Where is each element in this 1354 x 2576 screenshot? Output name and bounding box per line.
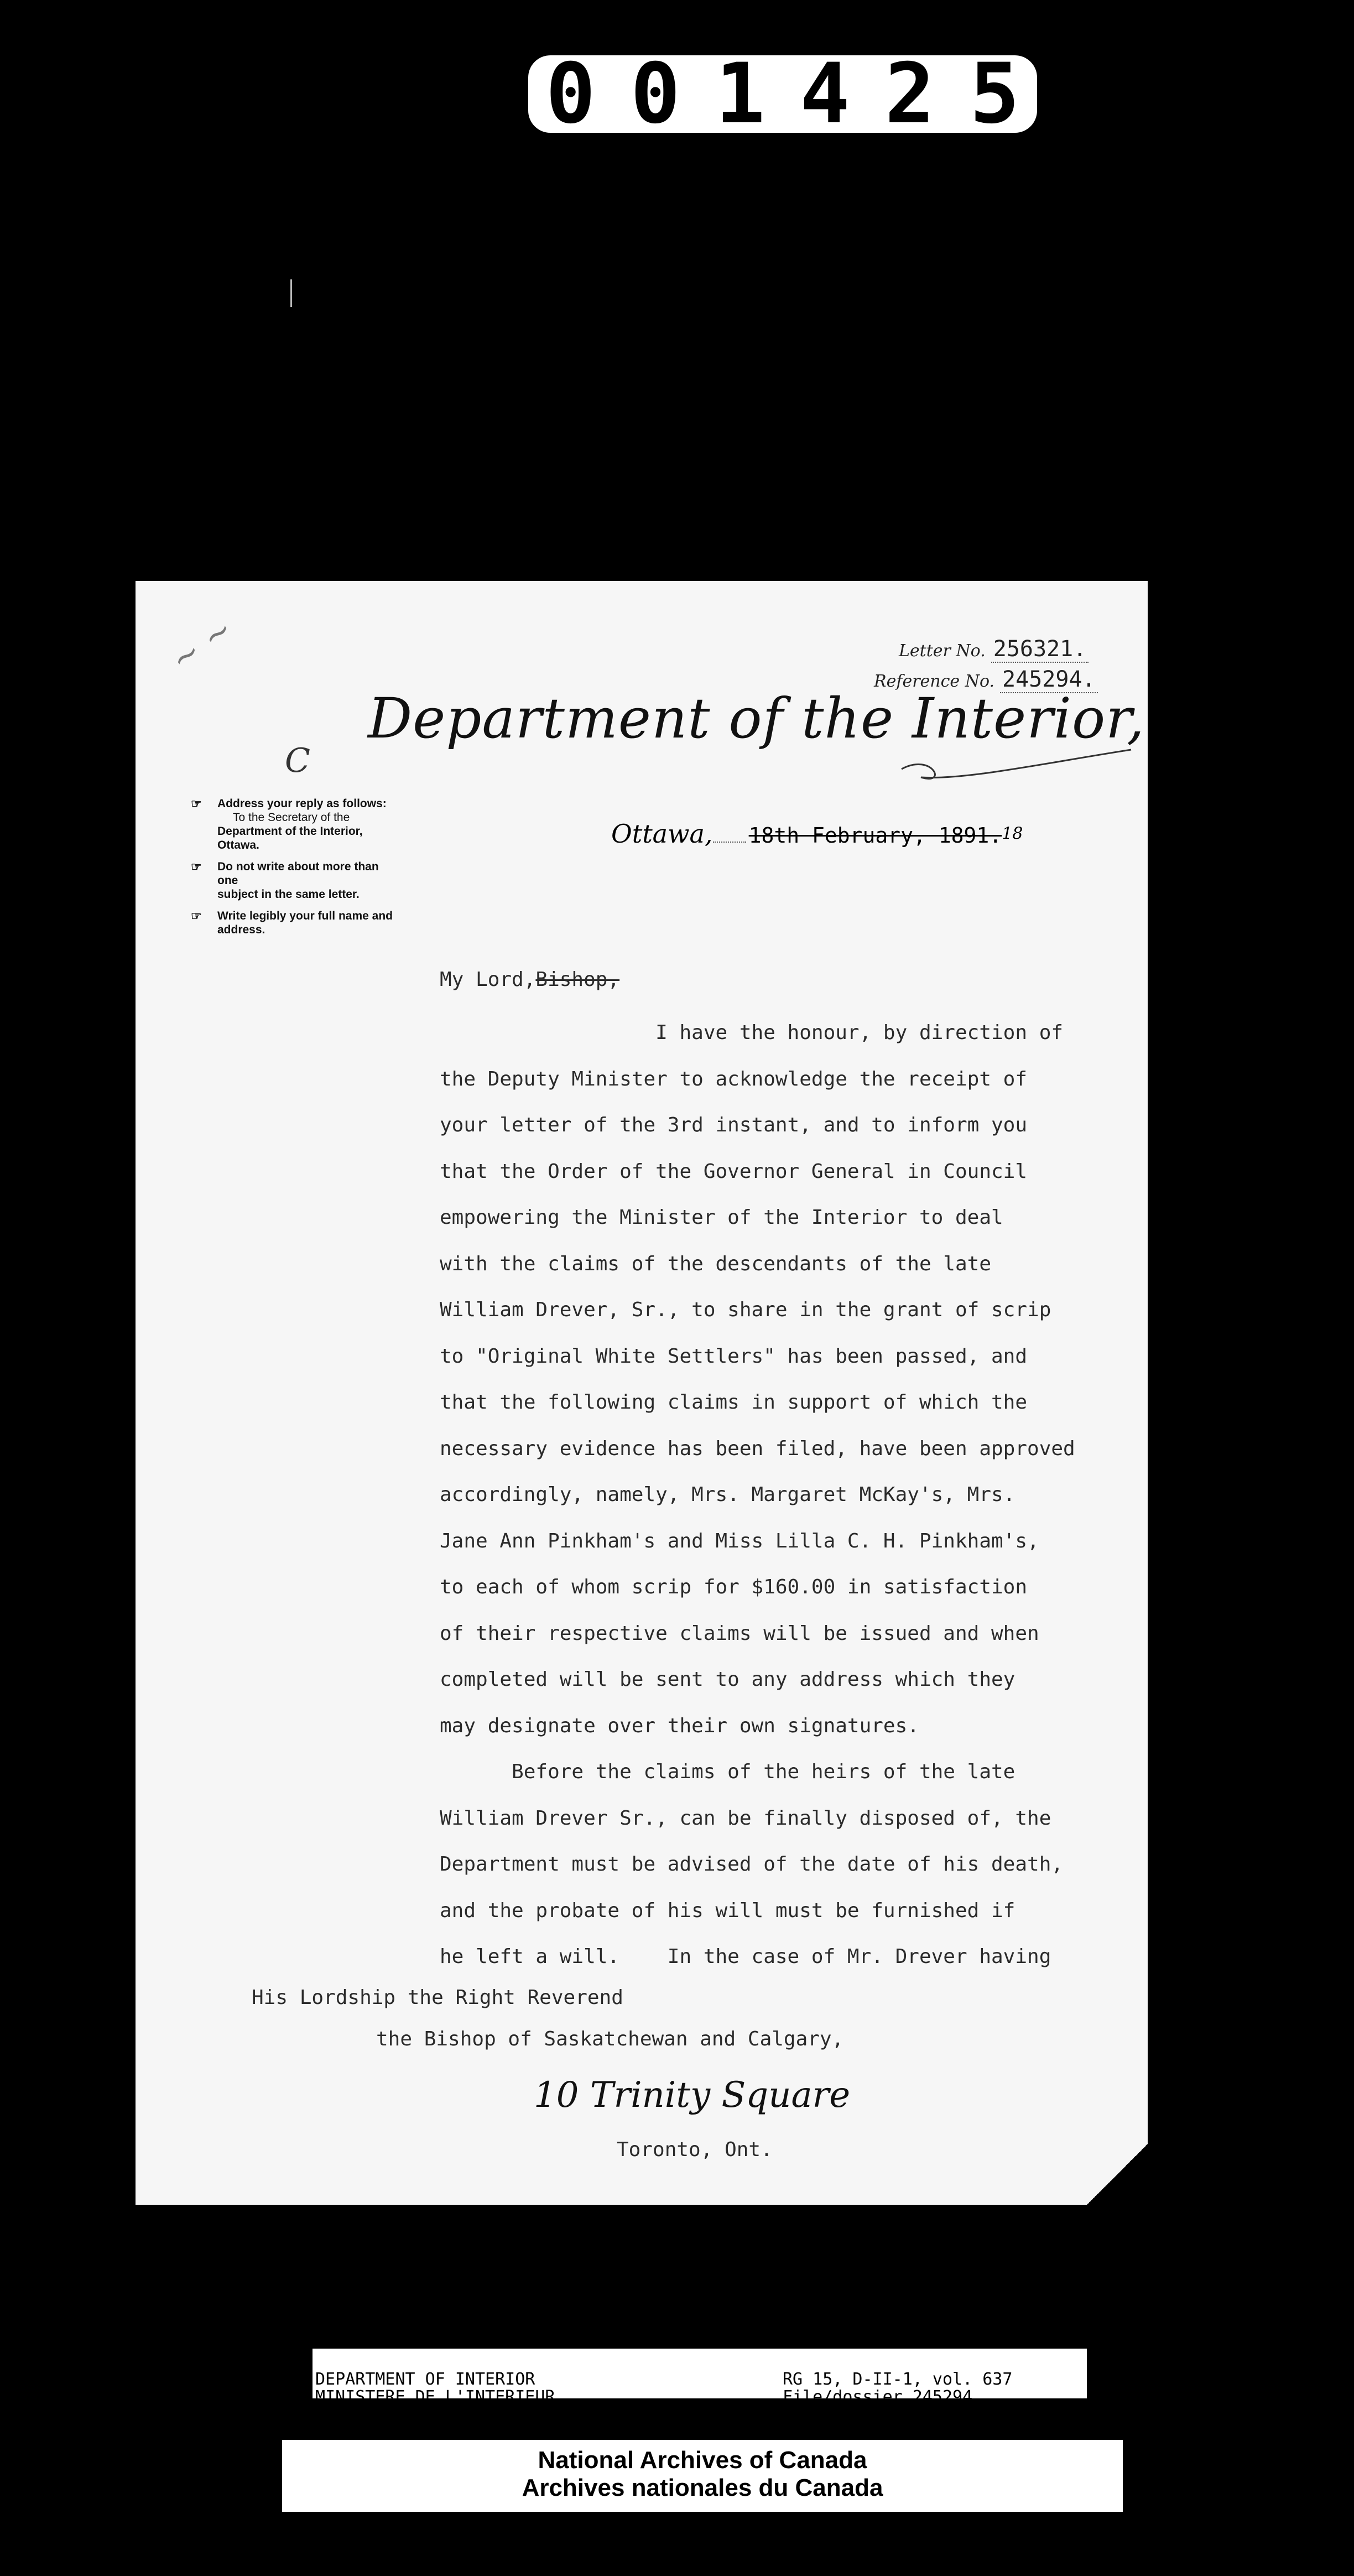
frame-digit: 0 xyxy=(545,46,596,142)
letter-body xyxy=(440,1010,1115,1980)
instruction-text: Do not write about more than one xyxy=(217,860,379,887)
instruction-text: Write legibly your full name and xyxy=(217,910,393,922)
frame-digit: 1 xyxy=(715,46,765,142)
film-speck xyxy=(290,279,292,307)
folded-corner xyxy=(1087,2144,1148,2205)
margin-scribble: ~ ~ xyxy=(163,610,240,679)
label-department xyxy=(315,2371,555,2406)
archives-name-fr: Archives nationales du Canada xyxy=(522,2474,883,2501)
body-line: to "Original White Settlers" has been passed, and xyxy=(440,1344,1028,1368)
margin-note: C xyxy=(285,741,310,780)
body-line: William Drever, Sr., to share in the grant of scrip xyxy=(440,1299,1051,1321)
instruction-legible xyxy=(191,909,401,937)
body-line: to each of whom scrip for $160.00 in satisfaction xyxy=(440,1576,1028,1598)
pointing-hand-icon: ☞ xyxy=(191,909,202,923)
body-line: I have the honour, by direction of xyxy=(440,1021,1064,1044)
label-text: File/dossier 245294 xyxy=(783,2387,973,2407)
archives-name-en: National Archives of Canada xyxy=(538,2447,867,2474)
body-line: that the following claims in support of which the xyxy=(440,1391,1028,1414)
pointing-hand-icon: ☞ xyxy=(191,860,202,874)
instruction-address xyxy=(191,797,401,852)
dotted-rule xyxy=(713,842,746,843)
instruction-text: To the Secretary of the xyxy=(233,811,350,824)
frame-digit: 0 xyxy=(630,46,681,142)
struck-word: Bishop, xyxy=(535,968,620,991)
body-line: necessary evidence has been filed, have been approved xyxy=(440,1437,1075,1460)
reference-number: 245294. xyxy=(1000,667,1098,693)
reply-instructions xyxy=(191,797,401,944)
year-prefix: 18 xyxy=(1002,824,1023,844)
addressee-line: Toronto, Ont. xyxy=(617,2138,773,2161)
frame-digit: 2 xyxy=(884,46,935,142)
letter-number: 256321. xyxy=(991,636,1089,663)
body-line: he left a will. In the case of Mr. Drever having xyxy=(440,1945,1051,1968)
frame-digit: 4 xyxy=(800,46,850,142)
archives-name-box xyxy=(282,2440,1123,2512)
body-line: Department must be advised of the date of his death, xyxy=(440,1853,1064,1876)
body-line: William Drever Sr., can be finally disposed of, the xyxy=(440,1806,1051,1830)
letter-no-label: Letter No. xyxy=(899,641,986,661)
body-line: and the probate of his will must be furnished if xyxy=(440,1899,1016,1922)
letter-number-line xyxy=(899,636,1089,662)
pointing-hand-icon: ☞ xyxy=(191,797,202,811)
reference-no-label: Reference No. xyxy=(874,672,995,691)
salutation xyxy=(440,968,619,991)
label-text: MINISTERE DE L'INTERIEUR xyxy=(315,2387,555,2407)
dateline xyxy=(611,819,1023,849)
archive-label-strip xyxy=(313,2349,1087,2407)
body-line: Before the claims of the heirs of the late xyxy=(440,1760,1016,1783)
flourish-ornament xyxy=(899,747,1137,791)
place: Ottawa, xyxy=(611,819,713,849)
body-line: accordingly, namely, Mrs. Margaret McKay's, Mrs. xyxy=(440,1483,1016,1506)
letter-page xyxy=(136,581,1148,2205)
addressee-line: the Bishop of Saskatchewan and Calgary, xyxy=(376,2028,844,2050)
frame-number xyxy=(528,46,1037,142)
label-text: RG 15, D-II-1, vol. 637 xyxy=(783,2370,1013,2389)
body-line: the Deputy Minister to acknowledge the receipt of xyxy=(440,1067,1028,1090)
body-line: with the claims of the descendants of the late xyxy=(440,1252,991,1275)
addressee-line: His Lordship the Right Reverend xyxy=(252,1986,623,2009)
handwritten-address: 10 Trinity Square xyxy=(534,2075,851,2116)
instruction-text: subject in the same letter. xyxy=(217,888,360,901)
body-line: that the Order of the Governor General in Council xyxy=(440,1160,1028,1183)
label-reference xyxy=(783,2371,1012,2406)
instruction-text: address. xyxy=(217,923,265,936)
body-line: may designate over their own signatures. xyxy=(440,1714,919,1737)
department-title: Department of the Interior, xyxy=(368,686,1145,751)
frame-digit: 5 xyxy=(970,46,1020,142)
letter-date: 18th February, 1891. xyxy=(748,823,1002,848)
instruction-text: Department of the Interior, Ottawa. xyxy=(217,825,363,851)
body-line: empowering the Minister of the Interior to deal xyxy=(440,1206,1003,1229)
body-line: of their respective claims will be issued and when xyxy=(440,1622,1039,1645)
body-line: Jane Ann Pinkham's and Miss Lilla C. H. Pinkham's, xyxy=(440,1529,1039,1552)
body-line: completed will be sent to any address which they xyxy=(440,1668,1016,1691)
instruction-text: Address your reply as follows: xyxy=(217,797,387,810)
salutation-text: My Lord, xyxy=(440,968,536,991)
body-line: your letter of the 3rd instant, and to inform you xyxy=(440,1114,1028,1136)
label-text: DEPARTMENT OF INTERIOR xyxy=(315,2370,535,2389)
instruction-one-subject xyxy=(191,860,401,901)
